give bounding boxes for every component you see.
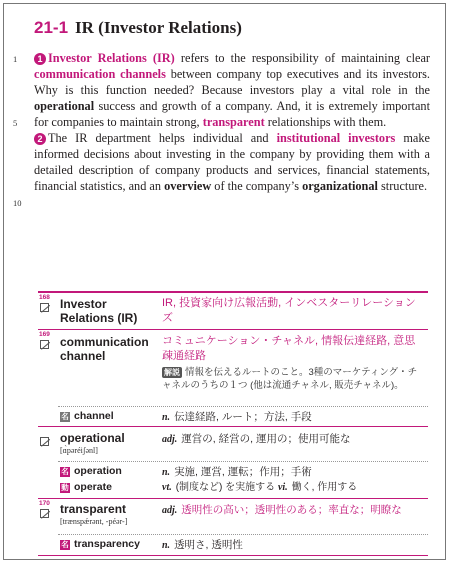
related-meaning (162, 410, 312, 425)
note (162, 366, 424, 392)
pos-marker: 名 (61, 412, 69, 421)
key-term: overview (164, 179, 212, 193)
text-run: structure. (377, 179, 428, 193)
pronunciation: [ɑ̀pəréiʃənl] (60, 446, 98, 455)
part-of-speech: n. (162, 540, 171, 551)
related-meaning-text: 透明さ, 透明性 (174, 539, 243, 551)
pos-marker: 名 (61, 540, 69, 549)
vocab-entry (38, 499, 428, 556)
headword: Investor Relations (IR) (60, 297, 138, 325)
note-text: 情報を伝えるルートのこと。3種のマーケティング・チャネルのうちの１つ (他は流通チャネル, 販売チャネル)。 (162, 367, 418, 391)
key-term: communication channels (34, 67, 166, 81)
section-number: 21-1 (34, 18, 69, 37)
meaning-text: 透明性の高い；透明性のある；率直な；明瞭な (181, 504, 402, 516)
reading-passage (34, 50, 430, 194)
part-of-speech: vt. (162, 482, 172, 493)
paragraph-marker: 1 (34, 53, 46, 65)
part-of-speech: n. (162, 412, 171, 423)
part-of-speech: adj. (162, 505, 178, 516)
related-headword: operate (74, 481, 112, 493)
paragraph-marker: 2 (34, 133, 46, 145)
related-meaning-text: 実施, 運営, 運転；作用；手術 (174, 466, 312, 478)
headword: transparent (60, 502, 127, 516)
meaning-text: 運営の, 経営の, 運用の；使用可能な (181, 433, 351, 445)
part-of-speech: n. (162, 467, 171, 478)
key-term: operational (34, 99, 95, 113)
related-word (58, 534, 428, 556)
checkbox-icon[interactable] (40, 437, 49, 446)
vocab-entry (38, 293, 428, 330)
line-number: 5 (13, 118, 18, 128)
vocab-entry (38, 330, 428, 427)
meaning: IR, 投資家向け広報活動, インベスターリレーションズ (162, 297, 416, 324)
checkbox-icon[interactable] (40, 340, 49, 349)
key-term: organizational (302, 179, 378, 193)
meaning: コミュニケーション・チャネル, 情報伝達経路, 意思疎通経路 (162, 335, 416, 362)
text-run: success and growth of a company. And, it is extremely important for companies to maintain strong, (34, 99, 430, 129)
section-heading (34, 18, 242, 38)
paragraph-1 (34, 50, 430, 130)
key-term: transparent (202, 115, 265, 129)
part-of-speech: adj. (162, 434, 178, 445)
section-title: IR (Investor Relations) (75, 18, 242, 37)
text-run: make informed decisions about investing in the company by providing them with a detailed description of company products and services, financial statements, financial statistics, and an (34, 131, 430, 193)
entry-number: 170 (39, 500, 50, 507)
text-run: between company top executives and its investors. Why is this function needed? Because investors play a vital role in the (34, 67, 430, 97)
related-words (58, 461, 428, 499)
entry-number: 168 (39, 294, 50, 301)
related-meaning-text: 働く, 作用する (291, 482, 358, 493)
text-run: The IR department helps individual and (48, 131, 277, 145)
key-term: institutional investors (276, 131, 396, 145)
related-word (58, 406, 428, 427)
related-meaning-text: 伝達経路, ルート；方法, 手段 (174, 411, 312, 423)
headword: operational (60, 431, 125, 445)
part-of-speech: vi. (277, 482, 288, 493)
text-run: refers to the responsibility of maintaining clear (174, 51, 430, 65)
key-term: Investor Relations (IR) (48, 51, 175, 65)
vocabulary-list (38, 291, 428, 556)
headword: communication channel (60, 335, 149, 363)
checkbox-icon[interactable] (40, 509, 49, 518)
text-run: relationships with them. (264, 115, 387, 129)
note-badge: 解説 (164, 368, 180, 377)
related-headword: transparency (74, 538, 140, 550)
pronunciation: [trænspǽrənt, -péər-] (60, 517, 128, 526)
pos-marker: 動 (61, 483, 69, 492)
related-headword: channel (74, 410, 114, 422)
textbook-page (3, 3, 446, 560)
related-meaning (162, 481, 357, 495)
related-meaning-text: (制度など) を実施する (175, 482, 276, 493)
pos-marker: 名 (61, 467, 69, 476)
line-number: 1 (13, 54, 18, 64)
paragraph-2 (34, 130, 430, 194)
related-meaning (162, 538, 243, 553)
meaning (162, 432, 350, 447)
meaning (162, 503, 402, 518)
line-number: 10 (13, 198, 22, 208)
related-headword: operation (74, 465, 122, 477)
related-meaning (162, 465, 312, 480)
entry-number: 169 (39, 331, 50, 338)
checkbox-icon[interactable] (40, 303, 49, 312)
vocab-entry (38, 427, 428, 499)
text-run: of the company’s (211, 179, 303, 193)
